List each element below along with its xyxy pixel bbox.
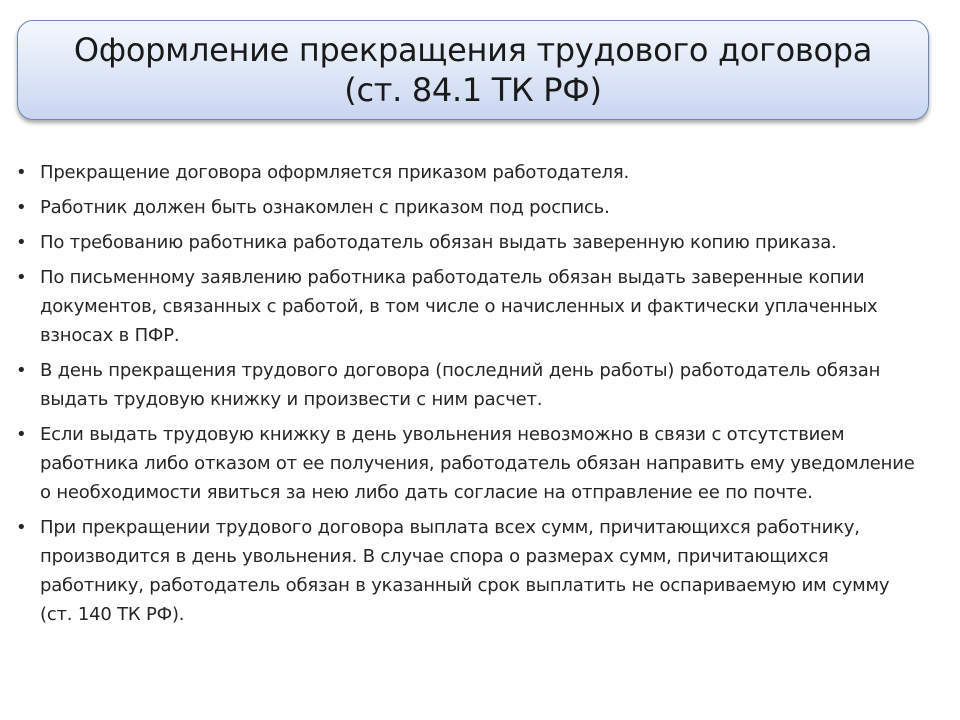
bullet-item [16,193,916,222]
bullet-text: Работник должен быть ознакомлен с приказом под роспись. [40,197,610,218]
bullet-text: При прекращении трудового договора выплата всех сумм, причитающихся работнику, производится в день увольнения. В случае спора о размерах сумм, причитающихся работнику, работодатель обязан в указанный срок выплатить не оспариваемую им сумму (ст. 140 ТК РФ). [40,517,890,625]
bullet-text: Прекращение договора оформляется приказом работодателя. [40,162,629,183]
bullet-text: В день прекращения трудового договора (последний день работы) работодатель обязан выдать трудовую книжку и произвести с ним расчет. [40,360,881,410]
bullet-dot-icon: • [16,162,27,183]
bullet-dot-icon: • [16,197,27,218]
bullet-list [16,158,916,635]
bullet-text: По письменному заявлению работника работодатель обязан выдать заверенные копии документов, связанных с работой, в том числе о начисленных и фактически уплаченных взносах в ПФР. [40,267,878,346]
bullet-item [16,513,916,629]
bullet-dot-icon: • [16,232,27,253]
bullet-dot-icon: • [16,360,27,381]
bullet-dot-icon: • [16,267,27,288]
slide-title-box [17,20,929,120]
bullet-text: Если выдать трудовую книжку в день увольнения невозможно в связи с отсутствием работника либо отказом от ее получения, работодатель обязан направить ему уведомление о необходимости явиться за нею либо дать согласие на отправление ее по почте. [40,424,915,503]
bullet-item [16,263,916,350]
bullet-item [16,228,916,257]
slide-title-line-1: Оформление прекращения трудового договора [73,31,873,69]
bullet-dot-icon: • [16,424,27,445]
bullet-dot-icon: • [16,517,27,538]
bullet-item [16,420,916,507]
bullet-text: По требованию работника работодатель обязан выдать заверенную копию приказа. [40,232,837,253]
slide-title-line-2: (ст. 84.1 ТК РФ) [344,71,602,109]
bullet-item [16,356,916,414]
bullet-item [16,158,916,187]
